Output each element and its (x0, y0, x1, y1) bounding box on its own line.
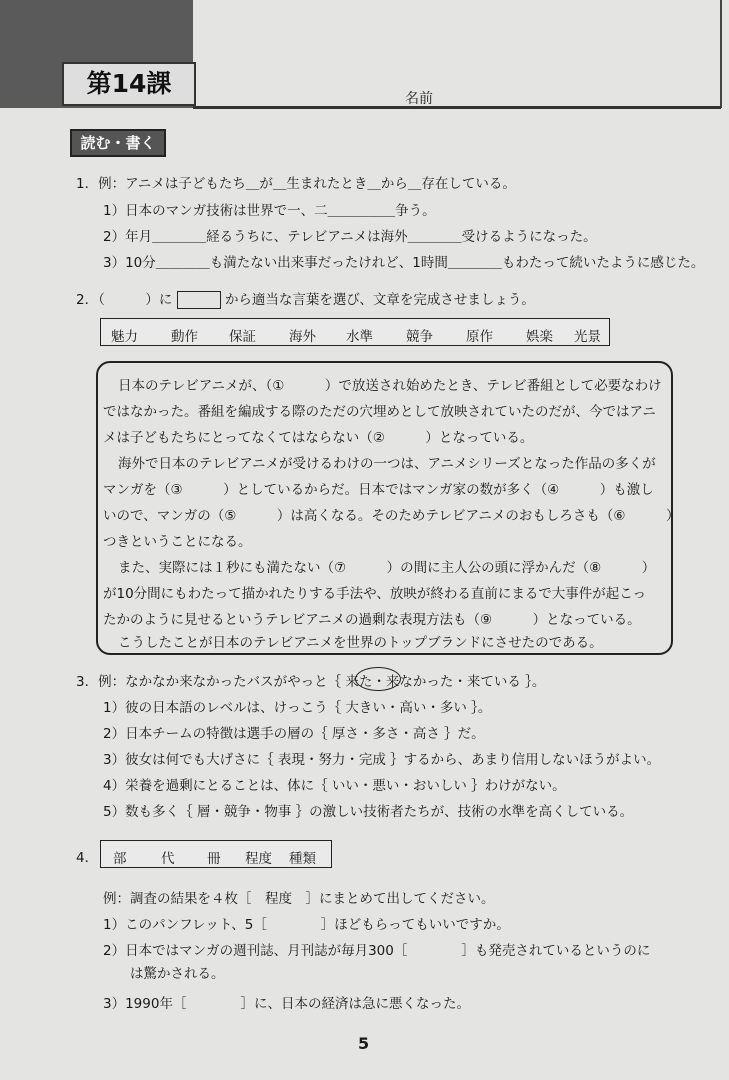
q3-example: 3．例：なかなか来なかったバスがやっと｛ 来た・来なかった・来ている ｝。 (76, 674, 546, 690)
q4-item: 1）このパンフレット、5［ ］ほどもらってもいいですか。 (103, 917, 510, 933)
word-bank-item: 程度 (245, 851, 272, 867)
q1-item: 1）日本のマンガ技術は世界で一、二＿＿＿＿＿争う。 (103, 203, 436, 219)
q4-item: 3）1990年［ ］に、日本の経済は急に悪くなった。 (103, 996, 470, 1012)
q3-item: 4）栄養を過剰にとることは、体に｛ いい・悪い・おいしい ｝わけがない。 (103, 778, 566, 794)
q4-label: 4． (76, 850, 99, 866)
q3-item: 5）数も多く｛ 層・競争・物事 ｝の激しい技術者たちが、技術の水準を高くしている。 (103, 804, 634, 820)
q2-instruction (76, 288, 535, 309)
word-bank-item: 種類 (289, 851, 316, 867)
lesson-title: 第14課 (62, 62, 196, 106)
passage-line: 日本のテレビアニメが、（① ）で放送され始めたとき、テレビ番組として必要なわけ (118, 378, 662, 394)
q1-item: 2）年月＿＿＿＿経るうちに、テレビアニメは海外＿＿＿＿受けるようになった。 (103, 229, 597, 245)
word-bank-item: 代 (161, 851, 175, 867)
word-bank-4 (100, 840, 332, 868)
word-bank (100, 318, 610, 346)
q4-example: 例：調査の結果を４枚［ 程度 ］にまとめて出してください。 (103, 891, 495, 907)
passage-line: こうしたことが日本のテレビアニメを世界のトップブランドにさせたのである。 (118, 635, 603, 651)
q2-instruction-a: 2．（ ）に (76, 292, 173, 308)
q3-item: 3）彼女は何でも大げさに｛ 表現・努力・完成 ｝するから、あまり信用しないほうがよい。 (103, 752, 661, 768)
word-bank-item: 冊 (207, 851, 221, 867)
word-bank-item: 動作 (171, 329, 198, 345)
word-bank-item: 水準 (346, 329, 373, 345)
word-bank-item: 原作 (466, 329, 493, 345)
q4-item: は驚かされる。 (130, 966, 225, 982)
name-label: 名前 (405, 91, 433, 107)
word-bank-item: 娯楽 (526, 329, 553, 345)
passage-line: が10分間にもわたって描かれたりする手法や、放映が終わる直前にまるで大事件が起こっ (103, 586, 647, 602)
word-bank-item: 魅力 (111, 329, 138, 345)
q1-item: 3）10分＿＿＿＿も満たない出来事だったけれど、1時間＿＿＿＿もわたって続いたように感じた。 (103, 255, 705, 271)
passage-line: つきということになる。 (103, 534, 252, 550)
word-bank-item: 光景 (574, 329, 601, 345)
passage-line: たかのように見せるというテレビアニメの過剰な表現方法も（⑨ ）となっている。 (103, 612, 641, 628)
word-bank-item: 競争 (406, 329, 433, 345)
word-bank-item: 海外 (289, 329, 316, 345)
q1-example: 1．例：アニメは子どもたち＿が＿生まれたとき＿から＿存在している。 (76, 176, 516, 192)
passage-line: マンガを（③ ）としているからだ。日本ではマンガ家の数が多く（④ ）も激し (103, 482, 654, 498)
q3-item: 2）日本チームの特徴は選手の層の｛ 厚さ・多さ・高さ ｝だ。 (103, 726, 485, 742)
passage-line: いので、マンガの（⑤ ）は高くなる。そのためテレビアニメのおもしろさも（⑥ ） (103, 508, 680, 524)
passage-line: ではなかった。番組を編成する際のただの穴埋めとして放映されていたのだが、今ではアニ (103, 404, 656, 420)
header-rule (193, 106, 721, 109)
q4-item: 2）日本ではマンガの週刊誌、月刊誌が毎月300［ ］も発売されているというのに (103, 943, 651, 959)
header-divider (720, 0, 722, 108)
passage-line: 海外で日本のテレビアニメが受けるわけの一つは、アニメシリーズとなった作品の多くが (118, 456, 656, 472)
page-number: 5 (358, 1034, 370, 1053)
passage-line: また、実際には１秒にも満たない（⑦ ）の間に主人公の頭に浮かんだ（⑧ ） (118, 560, 656, 576)
word-bank-item: 保証 (229, 329, 256, 345)
blank-box (177, 291, 221, 309)
q2-instruction-b: から適当な言葉を選び、文章を完成させましょう。 (224, 292, 535, 308)
word-bank-item: 部 (113, 851, 127, 867)
q3-item: 1）彼の日本語のレベルは、けっこう｛ 大きい・高い・多い ｝。 (103, 700, 492, 716)
section-label: 読む・書く (70, 129, 166, 157)
passage-line: メは子どもたちにとってなくてはならない（② ）となっている。 (103, 430, 534, 446)
